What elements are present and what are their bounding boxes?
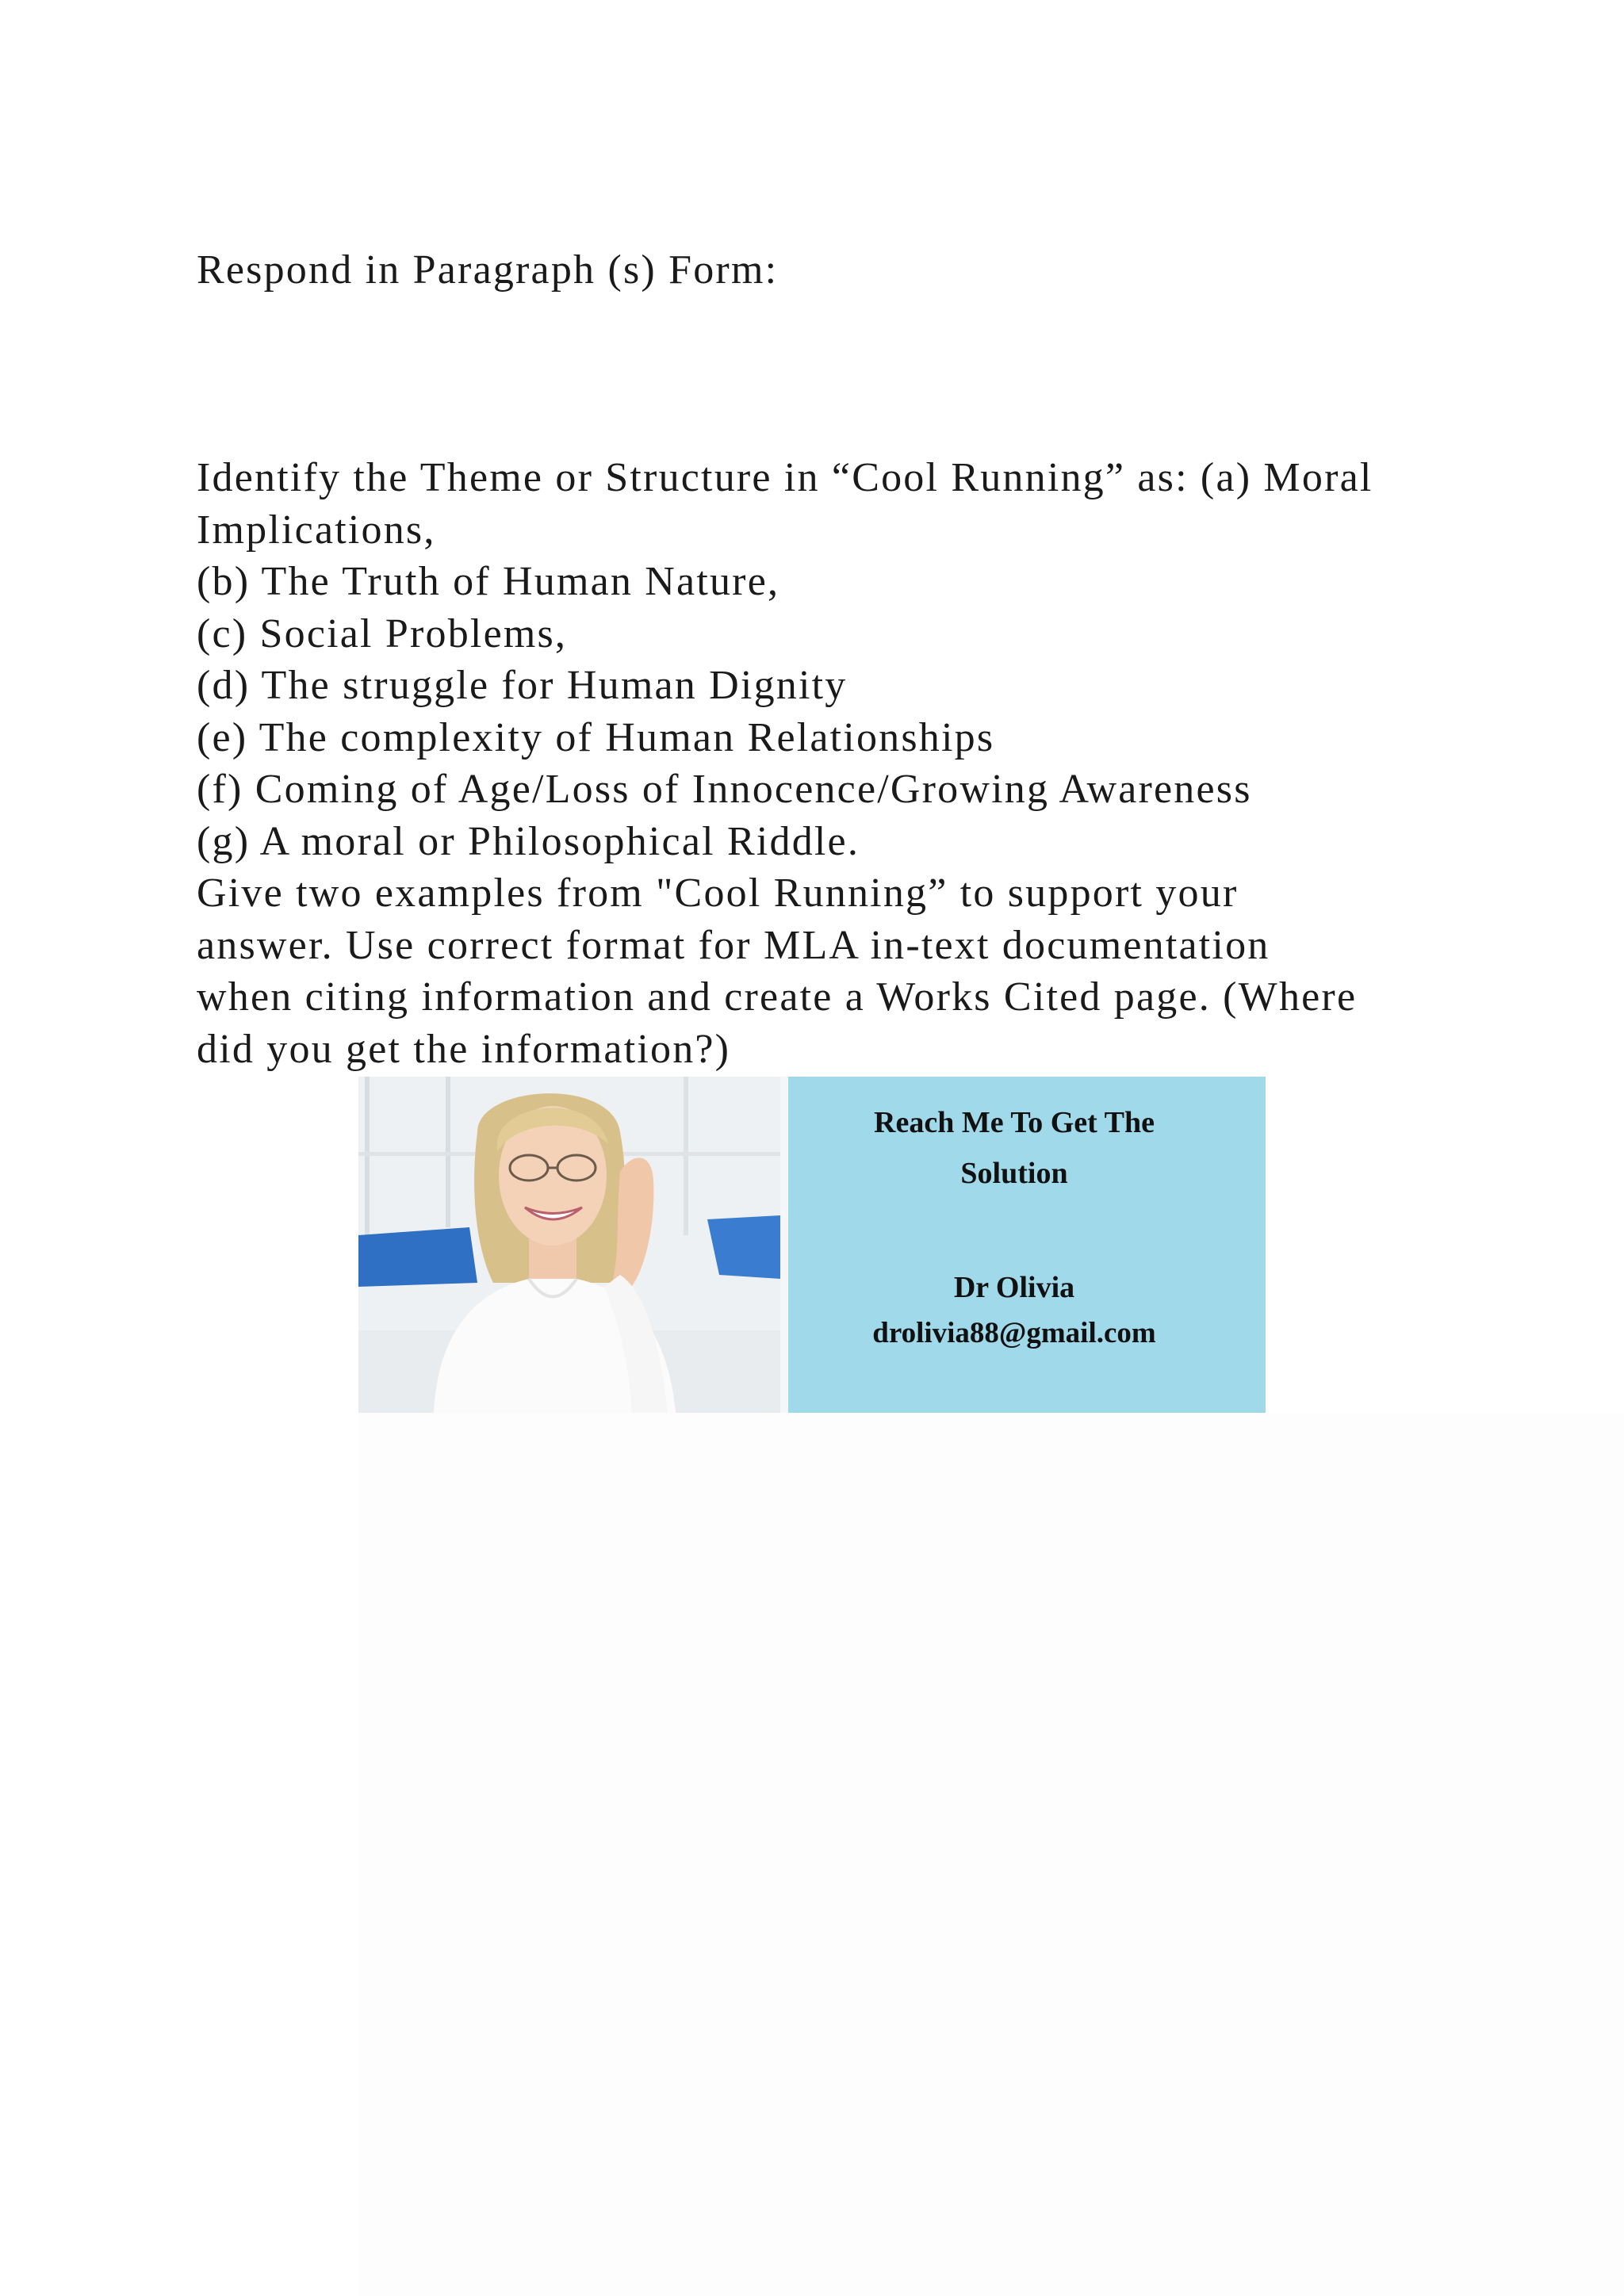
- background-panel: [358, 1413, 1624, 2296]
- body-line: Give two examples from "Cool Running” to support your: [197, 871, 1239, 916]
- contact-name: Dr Olivia: [953, 1271, 1075, 1304]
- body-line: (f) Coming of Age/Loss of Innocence/Growing Awareness: [197, 767, 1252, 812]
- promo-banner: [358, 1077, 1266, 1413]
- contact-card: [788, 1077, 1266, 1413]
- body-line: (c) Social Problems,: [197, 610, 568, 656]
- body-line: when citing information and create a Works Cited page. (Where: [197, 974, 1358, 1020]
- document-heading: Respond in Paragraph (s) Form:: [197, 247, 779, 293]
- body-line: Implications,: [197, 507, 436, 553]
- woman-photo: [358, 1077, 780, 1413]
- body-line: (d) The struggle for Human Dignity: [197, 663, 848, 708]
- body-line: (e) The complexity of Human Relationships: [197, 714, 995, 760]
- body-line: Identify the Theme or Structure in “Cool Running” as: (a) Moral: [197, 455, 1373, 500]
- body-line: answer. Use correct format for MLA in-text documentation: [197, 922, 1270, 968]
- body-line: did you get the information?): [197, 1026, 731, 1072]
- banner-divider: [780, 1077, 788, 1413]
- document-body: [197, 452, 1513, 1075]
- contact-email: drolivia88@gmail.com: [872, 1317, 1156, 1349]
- body-line: (b) The Truth of Human Nature,: [197, 559, 780, 604]
- promo-line-1: Reach Me To Get The: [874, 1106, 1155, 1139]
- promo-line-2: Solution: [960, 1157, 1068, 1190]
- body-line: (g) A moral or Philosophical Riddle.: [197, 818, 860, 864]
